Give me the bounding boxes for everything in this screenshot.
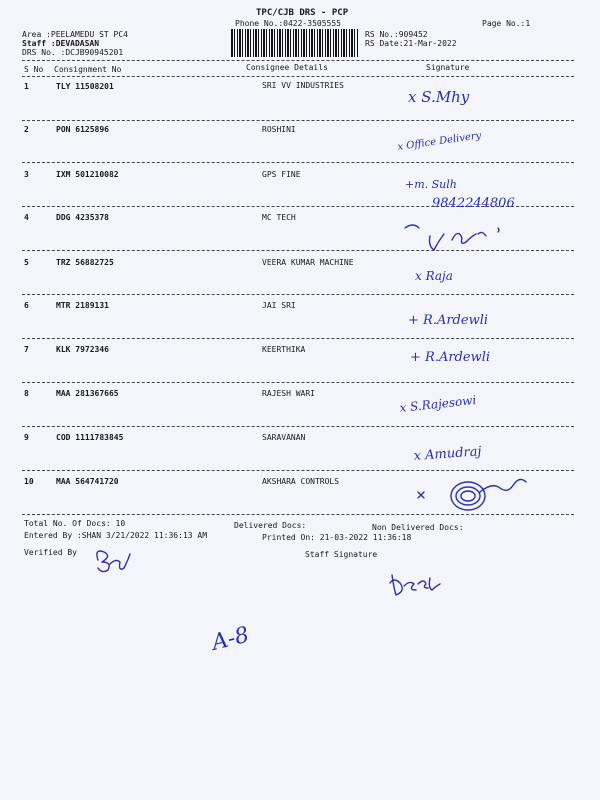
signature-row10 bbox=[418, 479, 526, 510]
row-consignment: DDG 4235378 bbox=[56, 213, 109, 222]
drs-number: DRS No. :DCJB90945201 bbox=[22, 48, 124, 57]
signature-row6: + R.Ardewli bbox=[408, 313, 489, 328]
rs-number: RS No.:909452 bbox=[365, 30, 428, 39]
phone-number: Phone No.:0422-3505555 bbox=[235, 19, 341, 28]
row-sno: 4 bbox=[24, 213, 29, 222]
row-consignment: MAA 564741720 bbox=[56, 477, 119, 486]
printed-on: Printed On: 21-03-2022 11:36:18 bbox=[262, 533, 412, 542]
verified-signature bbox=[97, 551, 130, 572]
verified-by: Verified By bbox=[24, 548, 77, 557]
signature-row7: + R.Ardewli bbox=[410, 350, 491, 365]
delivered-docs: Delivered Docs: bbox=[234, 521, 307, 530]
signature-row8: x S.Rajesowi bbox=[398, 393, 477, 415]
row-consignee: SARAVANAN bbox=[262, 433, 306, 442]
row-sno: 7 bbox=[24, 345, 29, 354]
entered-by: Entered By :SHAN 3/21/2022 11:36:13 AM bbox=[24, 531, 208, 540]
col-signature: Signature bbox=[426, 63, 470, 72]
row-sno: 2 bbox=[24, 125, 29, 134]
row-consignment: TLY 11508201 bbox=[56, 82, 114, 91]
document-title: TPC/CJB DRS - PCP bbox=[256, 8, 349, 18]
total-docs: Total No. Of Docs: 10 bbox=[24, 519, 126, 528]
row-sno: 9 bbox=[24, 433, 29, 442]
margin-note: A-8 bbox=[209, 622, 252, 656]
row-consignment: IXM 501210082 bbox=[56, 170, 119, 179]
signature-row3-name: +m. Sulh bbox=[405, 178, 457, 191]
signature-row9: x Amudraj bbox=[413, 444, 482, 464]
col-consignee: Consignee Details bbox=[246, 63, 328, 72]
area-label: Area :PEELAMEDU ST PC4 bbox=[22, 30, 128, 39]
row-sno: 3 bbox=[24, 170, 29, 179]
row-consignment: COD 1111783845 bbox=[56, 433, 124, 442]
row-consignee: SRI VV INDUSTRIES bbox=[262, 81, 344, 90]
staff-label: Staff :DEVADASAN bbox=[22, 39, 100, 48]
row-sno: 5 bbox=[24, 258, 29, 267]
col-sno: S No bbox=[24, 65, 44, 74]
row-consignment: MTR 2189131 bbox=[56, 301, 109, 310]
row-sno: 6 bbox=[24, 301, 29, 310]
row-sno: 8 bbox=[24, 389, 29, 398]
row-consignee: VEERA KUMAR MACHINE bbox=[262, 258, 354, 267]
row-sno: 1 bbox=[24, 82, 29, 91]
row-consignee: AKSHARA CONTROLS bbox=[262, 477, 340, 486]
row-consignment: TRZ 56882725 bbox=[56, 258, 114, 267]
row-consignee: GPS FINE bbox=[262, 170, 301, 179]
signature-row5: x Raja bbox=[415, 269, 453, 283]
row-sno: 10 bbox=[24, 477, 34, 486]
signature-row4 bbox=[405, 225, 499, 250]
row-consignee: RAJESH WARI bbox=[262, 389, 315, 398]
row-consignment: MAA 281367665 bbox=[56, 389, 119, 398]
rs-date: RS Date:21-Mar-2022 bbox=[365, 39, 457, 48]
row-consignee: JAI SRI bbox=[262, 301, 296, 310]
page-number: Page No.:1 bbox=[482, 19, 531, 28]
row-consignee: MC TECH bbox=[262, 213, 296, 222]
non-delivered-docs: Non Delivered Docs: bbox=[372, 523, 464, 532]
row-consignee: ROSHINI bbox=[262, 125, 296, 134]
signature-row2: x Office Delivery bbox=[396, 130, 482, 153]
signature-row3-phone: 9842244806 bbox=[432, 196, 515, 211]
signature-row1: x S.Mhy bbox=[408, 88, 470, 106]
col-consignment: Consignment No bbox=[54, 65, 122, 74]
row-consignee: KEERTHIKA bbox=[262, 345, 306, 354]
row-consignment: PON 6125896 bbox=[56, 125, 109, 134]
staff-signature-label: Staff Signature bbox=[305, 550, 378, 559]
row-consignment: KLK 7972346 bbox=[56, 345, 109, 354]
staff-signature bbox=[390, 575, 440, 595]
